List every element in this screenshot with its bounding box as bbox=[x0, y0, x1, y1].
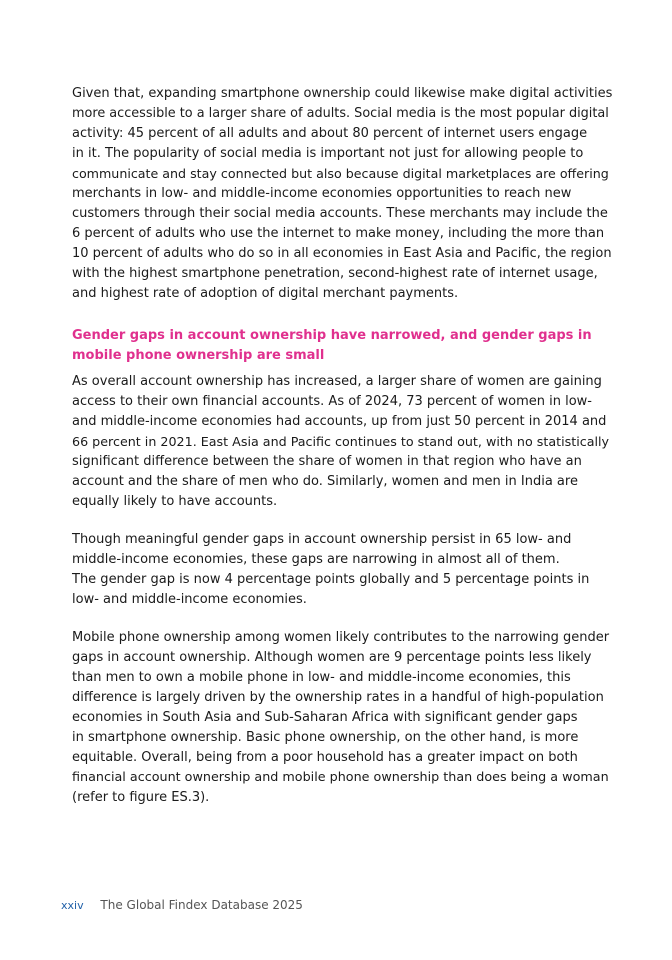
text-line: Though meaningful gender gaps in account ownership persist in 65 low- and bbox=[72, 532, 572, 547]
text-line: communicate and stay connected but also because digital marketplaces are offering bbox=[72, 166, 609, 181]
intro-paragraph bbox=[72, 84, 612, 304]
text-line: more accessible to a larger share of adults. Social media is the most popular digital bbox=[72, 106, 609, 121]
text-line: access to their own financial accounts. As of 2024, 73 percent of women in low- bbox=[72, 394, 592, 409]
text-line: in it. The popularity of social media is important not just for allowing people to bbox=[72, 146, 584, 161]
text-line: gaps in account ownership. Although women are 9 percentage points less likely bbox=[72, 650, 592, 665]
page-footer bbox=[61, 896, 303, 915]
page-number: xxiv bbox=[61, 899, 84, 912]
text-line: merchants in low- and middle-income economies opportunities to reach new bbox=[72, 186, 572, 201]
text-line: financial account ownership and mobile phone ownership than does being a woman bbox=[72, 770, 609, 785]
publication-title: The Global Findex Database 2025 bbox=[100, 898, 303, 912]
text-line: 6 percent of adults who use the internet to make money, including the more than bbox=[72, 226, 605, 241]
text-line: 66 percent in 2021. East Asia and Pacific continues to stand out, with no statistically bbox=[72, 434, 610, 449]
text-line: economies in South Asia and Sub-Saharan Africa with significant gender gaps bbox=[72, 710, 578, 725]
page-body bbox=[72, 84, 612, 808]
text-line: and highest rate of adoption of digital merchant payments. bbox=[72, 286, 459, 301]
mobile-phone-paragraph bbox=[72, 628, 612, 808]
text-line: difference is largely driven by the ownership rates in a handful of high-population bbox=[72, 690, 604, 705]
text-line: with the highest smartphone penetration, second-highest rate of internet usage, bbox=[72, 266, 598, 281]
text-line: equally likely to have accounts. bbox=[72, 494, 278, 509]
section-heading bbox=[72, 326, 612, 366]
text-line: in smartphone ownership. Basic phone ownership, on the other hand, is more bbox=[72, 730, 579, 745]
text-line: customers through their social media accounts. These merchants may include the bbox=[72, 206, 608, 221]
text-line: than men to own a mobile phone in low- and middle-income economies, this bbox=[72, 670, 571, 685]
text-line: Mobile phone ownership among women likely contributes to the narrowing gender bbox=[72, 630, 610, 645]
text-line: (refer to figure ES.3). bbox=[72, 790, 210, 805]
text-line: 10 percent of adults who do so in all economies in East Asia and Pacific, the region bbox=[72, 246, 612, 261]
text-line: Given that, expanding smartphone ownership could likewise make digital activities bbox=[72, 86, 613, 101]
text-line: middle-income economies, these gaps are narrowing in almost all of them. bbox=[72, 552, 560, 567]
text-line: significant difference between the share of women in that region who have an bbox=[72, 454, 582, 469]
text-line: and middle-income economies had accounts, up from just 50 percent in 2014 and bbox=[72, 414, 607, 429]
text-line: As overall account ownership has increased, a larger share of women are gaining bbox=[72, 374, 602, 389]
text-line: low- and middle-income economies. bbox=[72, 592, 307, 607]
text-line: The gender gap is now 4 percentage points globally and 5 percentage points in bbox=[72, 572, 590, 587]
text-line: account and the share of men who do. Similarly, women and men in India are bbox=[72, 474, 578, 489]
account-ownership-paragraph bbox=[72, 372, 612, 512]
gender-gap-paragraph bbox=[72, 530, 612, 610]
text-line: activity: 45 percent of all adults and about 80 percent of internet users engage bbox=[72, 126, 588, 141]
heading-line: mobile phone ownership are small bbox=[72, 348, 325, 363]
heading-line: Gender gaps in account ownership have narrowed, and gender gaps in bbox=[72, 328, 592, 343]
text-line: equitable. Overall, being from a poor household has a greater impact on both bbox=[72, 750, 578, 765]
